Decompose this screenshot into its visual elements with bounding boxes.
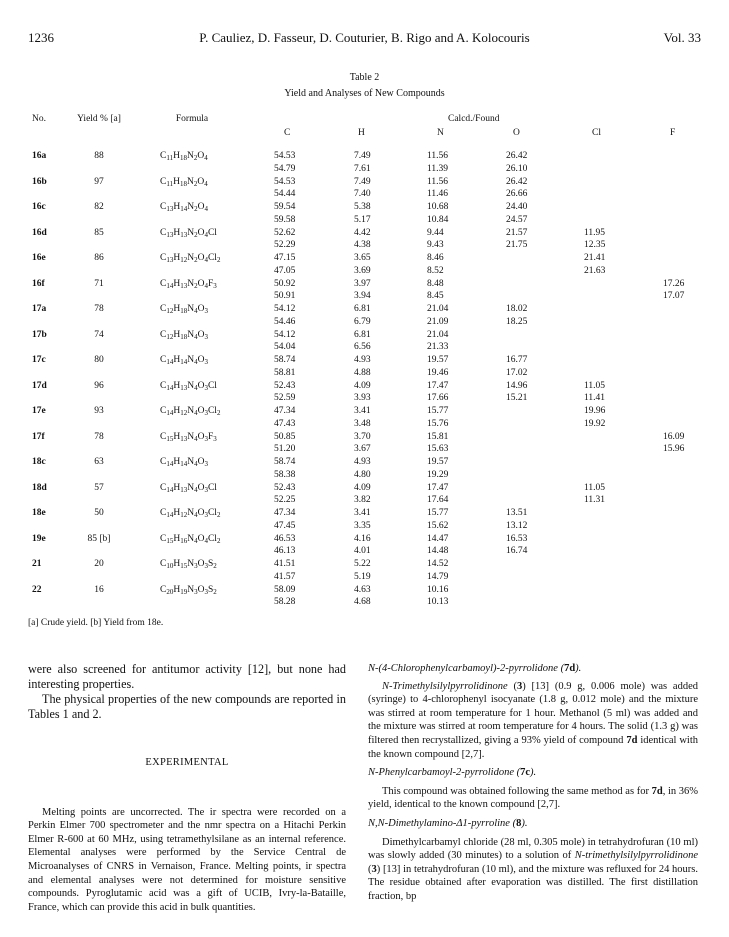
analysis-n: 8.46 8.52 [427,253,444,276]
col-header-no: No. [32,114,46,124]
table-row [0,201,729,227]
analysis-c: 52.43 52.25 [274,482,296,505]
analysis-c: 50.92 50.91 [274,278,296,301]
yield-value: 78 [94,431,104,442]
analysis-n: 15.77 15.62 [427,508,449,531]
analysis-n: 10.16 10.13 [427,584,449,607]
table-row [0,380,729,406]
compound-number: 17c [32,355,46,365]
compound-heading-7c: N-Phenylcarbamoyl-2-pyrrolidone (7c). [368,767,537,779]
compound-number: 17b [32,329,47,340]
molecular-formula: $C_{14}H_{13}N_4O_3Cl$ [160,380,217,392]
analysis-n: 10.68 10.84 [427,202,449,225]
running-head [28,30,701,48]
analysis-h: 4.93 4.80 [354,457,371,480]
molecular-formula: $C_{14}H_{12}N_4O_3Cl_2$ [160,508,221,519]
compound-number: 17e [32,406,46,416]
volume: Vol. 33 [663,30,701,45]
analysis-o: 18.02 18.25 [506,304,528,327]
analysis-o: 13.51 13.12 [506,508,528,531]
compound-number: 22 [32,584,42,595]
analysis-o: 26.42 26.10 [506,151,528,174]
molecular-formula: $C_{15}H_{16}N_4O_4Cl_2$ [160,533,221,545]
yield-value: 82 [94,202,104,212]
analysis-cl: 11.95 12.35 [584,227,606,250]
analysis-h: 7.49 7.40 [354,176,371,199]
paragraph-experimental: Melting points are uncorrected. The ir spectra were recorded on a Perkin Elmer 700 spectrometer and the nmr spectra on a Hitachi Perkin Elmer R-600 at 60 MHz, using tetramethylsilane as an internal reference. Elemental analyses were performed by the Service Central de Microanalyses of CNRS in Vernaison, France. Melting points, ir spectra and elemental analyses were not determined for moisture sensitive compounds. Pyroglutamic acid was a gift of UCIB, Ivry-la-Bataille, France, which can provide this acid in bulk quantities. [28,806,346,913]
table-footnote: [a] Crude yield. [b] Yield from 18e. [28,618,164,628]
analysis-cl: 11.05 11.31 [584,482,606,505]
col-header-o: O [513,128,520,138]
molecular-formula: $C_{12}H_{18}N_4O_3$ [160,329,208,341]
molecular-formula: $C_{14}H_{13}N_4O_3Cl$ [160,482,217,494]
table-row [0,150,729,176]
table-row [0,558,729,584]
compound-number: 17a [32,304,47,314]
compound-number: 17f [32,431,45,442]
table-row [0,176,729,202]
analysis-c: 47.34 47.45 [274,508,296,531]
table-row [0,278,729,304]
analysis-h: 4.09 3.93 [354,380,371,403]
table-row [0,584,729,610]
analysis-o: 21.57 21.75 [506,227,528,250]
table-row [0,533,729,559]
table-row [0,354,729,380]
analysis-o: 26.42 26.66 [506,176,528,199]
yield-value: 50 [94,508,104,518]
compound-number: 18e [32,508,46,518]
yield-value: 16 [94,584,104,595]
molecular-formula: $C_{11}H_{18}N_2O_4$ [160,176,208,188]
table-number: Table 2 [349,72,380,83]
procedure-7c: This compound was obtained following the same method as for 7d, in 36% yield, identical to the known compound [2,7]. [368,785,699,811]
compound-number: 17d [32,380,47,391]
left-column [28,662,346,914]
analysis-h: 3.70 3.67 [354,431,371,454]
yield-value: 93 [94,406,104,416]
compound-number: 16e [32,253,46,263]
analysis-n: 19.57 19.46 [427,355,449,378]
analysis-n: 21.04 21.33 [427,329,449,352]
analysis-h: 6.81 6.56 [354,329,371,352]
analysis-c: 59.54 59.58 [274,202,296,225]
yield-value: 88 [94,151,104,161]
paragraph-continued: were also screened for antitumor activity [12], but none had interesting properties. [28,662,346,691]
analysis-h: 4.93 4.88 [354,355,371,378]
compound-number: 16a [32,151,47,161]
col-header-n: N [437,128,444,138]
analysis-n: 8.48 8.45 [427,278,444,301]
col-header-calcd-found: Calcd./Found [448,114,500,124]
analysis-n: 17.47 17.66 [427,380,449,403]
yield-value: 78 [94,304,104,314]
analysis-c: 41.51 41.57 [274,559,296,582]
compound-number: 18d [32,482,47,493]
molecular-formula: $C_{15}H_{13}N_4O_3F_3$ [160,431,217,443]
molecular-formula: $C_{13}H_{14}N_2O_4$ [160,202,208,213]
analysis-cl: 11.05 11.41 [584,380,606,403]
analysis-cl: 19.96 19.92 [584,406,606,429]
analysis-o: 14.96 15.21 [506,380,528,403]
table-body [0,150,729,609]
analysis-h: 5.22 5.19 [354,559,371,582]
analysis-c: 46.53 46.13 [274,533,296,556]
col-header-cl: Cl [592,128,601,138]
molecular-formula: $C_{14}H_{14}N_4O_3$ [160,355,208,366]
compound-number: 19e [32,533,46,544]
analysis-h: 3.65 3.69 [354,253,371,276]
analysis-o: 16.53 16.74 [506,533,528,556]
analysis-h: 4.09 3.82 [354,482,371,505]
analysis-n: 17.47 17.64 [427,482,449,505]
analysis-n: 21.04 21.09 [427,304,449,327]
analysis-c: 52.43 52.59 [274,380,296,403]
col-header-yield: Yield % [a] [77,114,121,124]
analysis-c: 47.15 47.05 [274,253,296,276]
analysis-h: 3.41 3.35 [354,508,371,531]
table-row [0,227,729,253]
compound-number: 18c [32,457,46,467]
paragraph-properties: The physical properties of the new compounds are reported in Tables 1 and 2. [28,692,346,721]
analysis-o: 24.40 24.57 [506,202,528,225]
compound-number: 16b [32,176,47,187]
col-header-h: H [358,128,365,138]
table-row [0,507,729,533]
table-row [0,303,729,329]
analysis-h: 5.38 5.17 [354,202,371,225]
analysis-n: 15.77 15.76 [427,406,449,429]
compound-number: 16d [32,227,47,238]
analysis-c: 54.53 54.79 [274,151,296,174]
compound-heading-8: N,N-Dimethylamino-Δ1-pyrroline (8). [368,817,528,829]
yield-value: 20 [94,559,104,569]
molecular-formula: $C_{12}H_{18}N_4O_3$ [160,304,208,315]
analysis-c: 50.85 51.20 [274,431,296,454]
section-heading-experimental: EXPERIMENTAL [145,757,229,768]
procedure-8: Dimethylcarbamyl chloride (28 ml, 0.305 mole) in tetrahydrofuran (10 ml) was slowly added (30 minutes) to a solution of N-trimethylsilylpyrrolidinone (3) [13] in tetrahydrofuran (10 ml), and the mixture was refluxed for 24 hours. The residue obtained after evaporation was distilled. The first distillation fraction, bp [368,836,698,902]
analysis-c: 58.09 58.28 [274,584,296,607]
analysis-c: 58.74 58.81 [274,355,296,378]
yield-value: 85 [94,227,104,238]
analysis-cl: 21.41 21.63 [584,253,606,276]
analysis-f: 16.09 15.96 [663,431,685,454]
analysis-c: 58.74 58.38 [274,457,296,480]
analysis-n: 9.44 9.43 [427,227,444,250]
analysis-n: 15.81 15.63 [427,431,449,454]
compound-heading-7d: N-(4-Chlorophenylcarbamoyl)-2-pyrrolidone (7d). [368,663,582,674]
col-header-f: F [670,128,676,138]
molecular-formula: $C_{11}H_{18}N_2O_4$ [160,151,208,162]
yield-value: 57 [94,482,104,493]
yield-value: 97 [94,176,104,187]
analysis-h: 4.63 4.68 [354,584,371,607]
molecular-formula: $C_{13}H_{13}N_2O_4Cl$ [160,227,217,239]
table-row [0,252,729,278]
analysis-n: 14.47 14.48 [427,533,449,556]
analysis-n: 11.56 11.46 [427,176,449,199]
analysis-c: 52.62 52.29 [274,227,296,250]
right-column [368,662,698,904]
analysis-c: 54.12 54.04 [274,329,296,352]
procedure-7d: N-Trimethylsilylpyrrolidinone (3) [13] (0.9 g, 0.006 mole) was added (syringe) to 4-chlorophenyl isocyanate (1.8 g, 0.012 mole) and the mixture was stirred at room temperature for 1 hour. Methanol (5 ml) was added and the mixture was stirred at room temperature for 4 hours. The solid (1.3 g) was filtered then recrystallized, giving a 93% yield of compound 7d identical with the known compound [2,7]. [368,680,699,760]
molecular-formula: $C_{14}H_{12}N_4O_3Cl_2$ [160,406,221,417]
compound-number: 16c [32,202,46,212]
page-number: 1236 [28,30,54,45]
yield-value: 86 [94,253,104,263]
molecular-formula: $C_{13}H_{12}N_2O_4Cl_2$ [160,253,221,264]
col-header-formula: Formula [175,114,209,124]
yield-value: 71 [94,278,104,289]
analysis-n: 14.52 14.79 [427,559,449,582]
analysis-c: 54.12 54.46 [274,304,296,327]
analysis-f: 17.26 17.07 [663,278,685,301]
table-row [0,405,729,431]
analysis-h: 6.81 6.79 [354,304,371,327]
molecular-formula: $C_{14}H_{13}N_2O_4F_3$ [160,278,217,290]
table-row [0,431,729,457]
authors: P. Cauliez, D. Fasseur, D. Couturier, B. Rigo and A. Kolocouris [199,30,530,45]
yield-value: 96 [94,380,104,391]
table-row [0,456,729,482]
col-header-c: C [284,128,291,138]
analysis-h: 4.16 4.01 [354,533,371,556]
table-title: Yield and Analyses of New Compounds [284,88,445,99]
analysis-c: 47.34 47.43 [274,406,296,429]
table-row [0,482,729,508]
compound-number: 21 [32,559,42,569]
compound-number: 16f [32,278,45,289]
analysis-o: 16.77 17.02 [506,355,528,378]
analysis-n: 19.57 19.29 [427,457,449,480]
analysis-h: 3.97 3.94 [354,278,371,301]
molecular-formula: $C_{20}H_{19}N_3O_3S_2$ [160,584,217,596]
analysis-h: 4.42 4.38 [354,227,371,250]
analysis-n: 11.56 11.39 [427,151,449,174]
analysis-h: 3.41 3.48 [354,406,371,429]
analysis-c: 54.53 54.44 [274,176,296,199]
yield-value: 63 [94,457,104,467]
analysis-h: 7.49 7.61 [354,151,371,174]
yield-value: 74 [94,329,104,340]
table-row [0,329,729,355]
molecular-formula: $C_{14}H_{14}N_4O_3$ [160,457,208,468]
yield-value: 80 [94,355,104,365]
molecular-formula: $C_{10}H_{15}N_3O_3S_2$ [160,559,217,570]
yield-value: 85 [b] [87,533,111,544]
